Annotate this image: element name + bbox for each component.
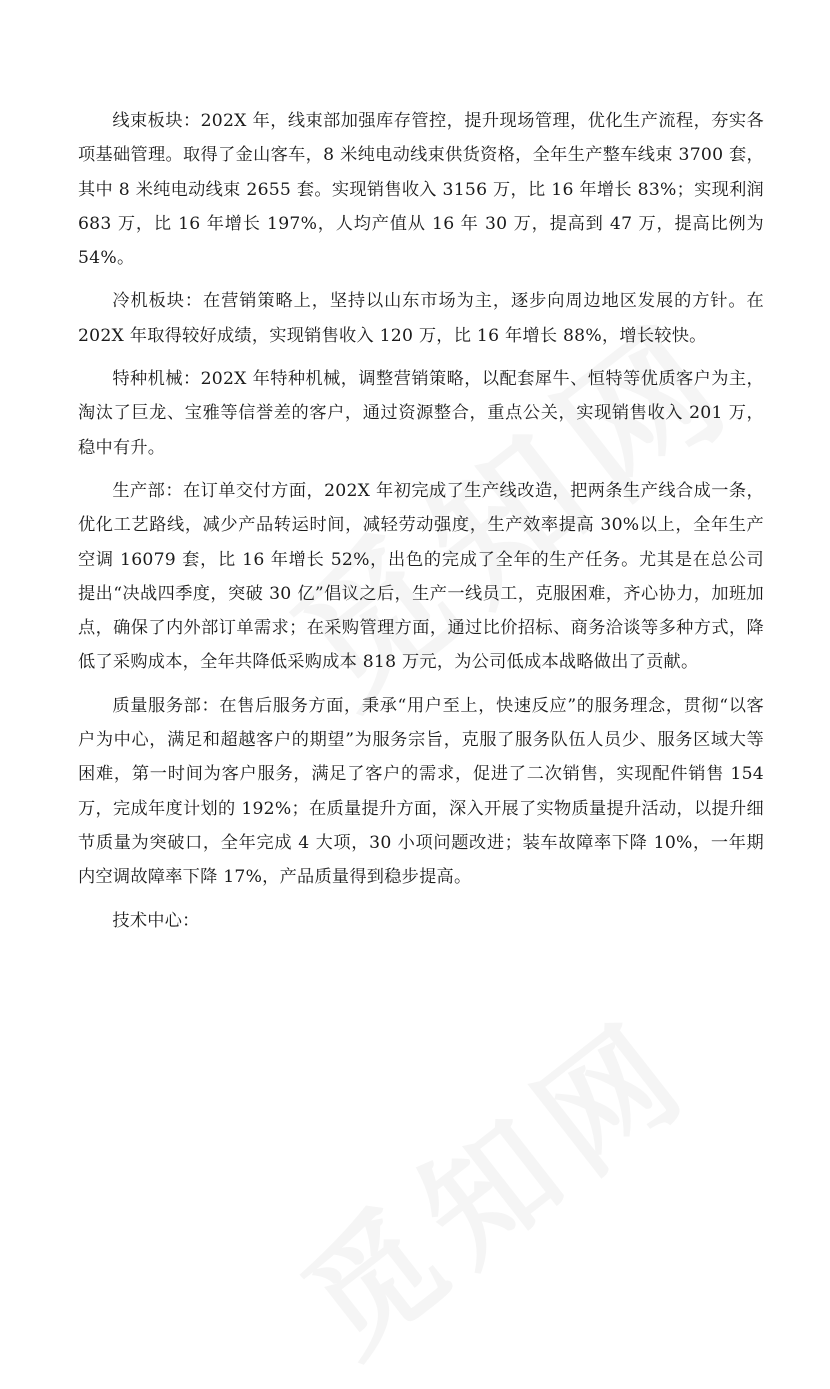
paragraph-quality-service: 质量服务部：在售后服务方面，秉承“用户至上，快速反应”的服务理念，贯彻“以客户为中心，满足和超越客户的期望”为服务宗旨，克服了服务队伍人员少、服务区域大等困难，第一时间为客户服务，满足了客户的需求，促进了二次销售，实现配件销售 154 万，完成年度计划的 192%；在质量提升方面，深入开展了实物质量提升活动，以提升细节质量为突破口，全年完成 4 大项，30 小项问题改进；装车故障率下降 10%，一年期内空调故障率下降 17%，产品质量得到稳步提高。 xyxy=(78,695,764,888)
document-body xyxy=(78,104,764,938)
paragraph-tech-center: 技术中心： xyxy=(112,910,200,931)
paragraph-production: 生产部：在订单交付方面，202X 年初完成了生产线改造，把两条生产线合成一条，优化工艺路线，减少产品转运时间，减轻劳动强度，生产效率提高 30%以上，全年生产空调 16079 套，比 16 年增长 52%，出色的完成了全年的生产任务。尤其是在总公司提出“决战四季度，突破 30 亿”倡议之后，生产一线员工，克服困难，齐心协力，加班加点，确保了内外部订单需求；在采购管理方面，通过比价招标、商务洽谈等多种方式，降低了采购成本，全年共降低采购成本 818 万元，为公司低成本战略做出了贡献。 xyxy=(78,480,764,673)
paragraph-refrigeration: 冷机板块：在营销策略上，坚持以山东市场为主，逐步向周边地区发展的方针。在 202X 年取得较好成绩，实现销售收入 120 万，比 16 年增长 88%，增长较快。 xyxy=(78,291,764,346)
paragraph-special-machinery: 特种机械：202X 年特种机械，调整营销策略，以配套犀牛、恒特等优质客户为主，淘汰了巨龙、宝雅等信誉差的客户，通过资源整合，重点公关，实现销售收入 201 万，稳中有升。 xyxy=(78,369,764,458)
paragraph-wire-harness: 线束板块：202X 年，线束部加强库存管控，提升现场管理，优化生产流程，夯实各项基础管理。取得了金山客车，8 米纯电动线束供货资格，全年生产整车线束 3700 套，其中 8 米纯电动线束 2655 套。实现销售收入 3156 万，比 16 年增长 83%；实现利润 683 万，比 16 年增长 197%，人均产值从 16 年 30 万，提高到 47 万，提高比例为 54%。 xyxy=(78,111,764,269)
watermark xyxy=(259,968,724,1389)
